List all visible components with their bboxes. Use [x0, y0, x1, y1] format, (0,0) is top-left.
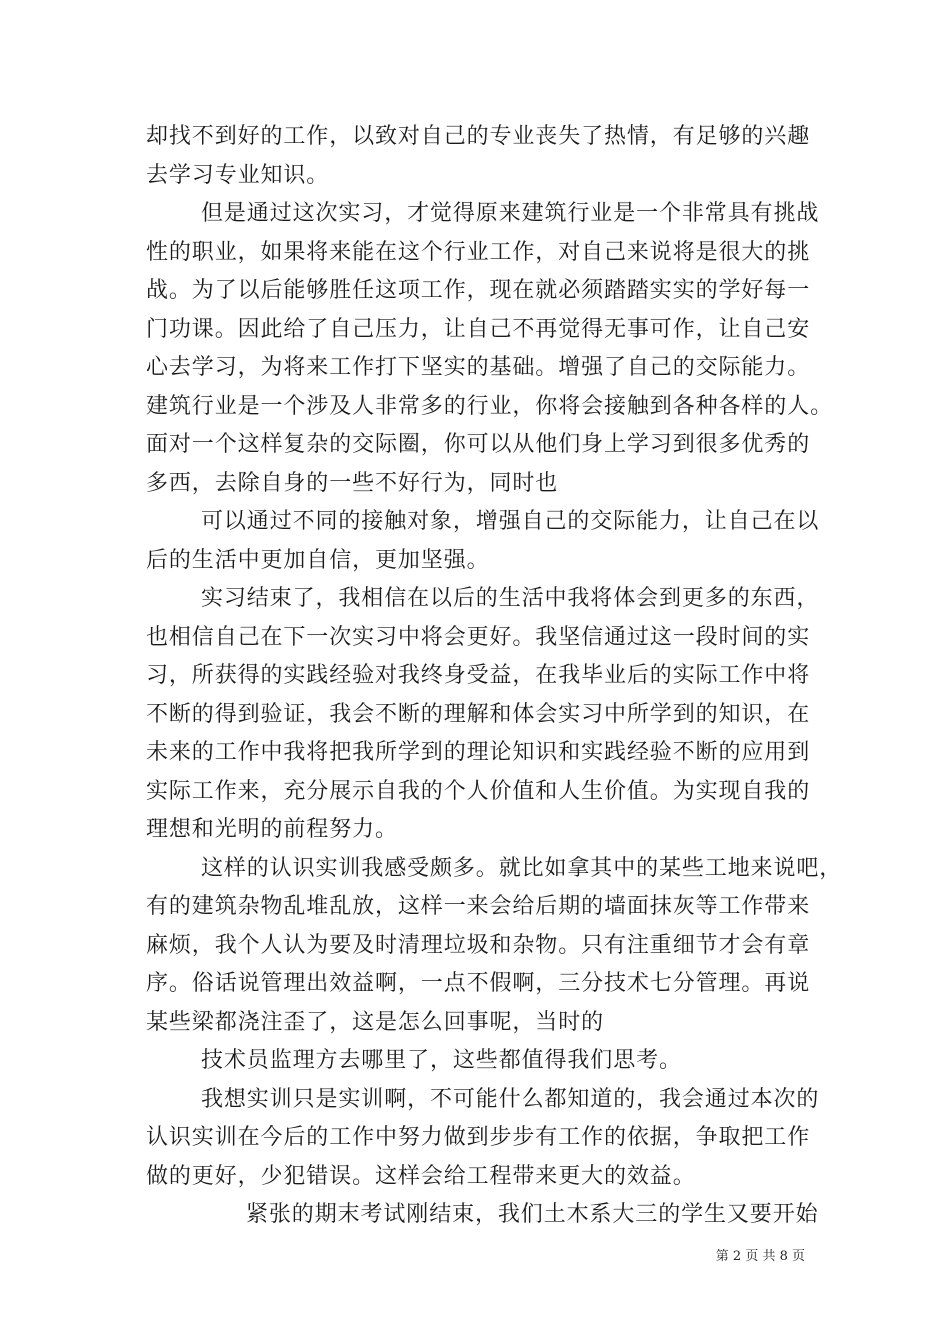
text-line: 紧张的期末考试刚结束，我们土木系大三的学生又要开始 [246, 1202, 819, 1227]
text-line: 做的更好，少犯错误。这样会给工程带来更大的效益。 [146, 1163, 696, 1189]
text-line: 序。俗话说管理出效益啊，一点不假啊，三分技术七分管理。再说 [146, 971, 811, 996]
text-line: 某些梁都浇注歪了，这是怎么回事呢，当时的 [146, 1009, 605, 1035]
text-line: 技术员监理方去哪里了，这些都值得我们思考。 [201, 1048, 682, 1073]
text-line: 这样的认识实训我感受颇多。就比如拿其中的某些工地来说吧， [201, 855, 843, 881]
text-line: 认识实训在今后的工作中努力做到步步有工作的依据，争取把工作 [146, 1125, 811, 1150]
document-body [146, 118, 843, 1235]
text-line: 但是通过这次实习，才觉得原来建筑行业是一个非常具有挑战 [201, 201, 820, 226]
text-line: 性的职业，如果将来能在这个行业工作，对自己来说将是很大的挑 [146, 239, 811, 265]
text-line: 麻烦，我个人认为要及时清理垃圾和杂物。只有注重细节才会有章 [146, 932, 811, 958]
text-line: 面对一个这样复杂的交际圈，你可以从他们身上学习到很多优秀的 [146, 432, 811, 457]
text-line: 不断的得到验证，我会不断的理解和体会实习中所学到的知识，在 [146, 701, 811, 727]
text-line: 理想和光明的前程努力。 [146, 817, 398, 842]
text-line: 多西，去除自身的一些不好行为，同时也 [146, 470, 559, 496]
text-line: 实际工作来，充分展示自我的个人价值和人生价值。为实现自我的 [146, 778, 811, 804]
text-line: 心去学习，为将来工作打下坚实的基础。增强了自己的交际能力。 [146, 355, 811, 380]
text-line: 也相信自己在下一次实习中将会更好。我坚信通过这一段时间的实 [146, 624, 811, 650]
page-number: 第 2 页 共 8 页 [715, 1249, 805, 1264]
text-line: 有的建筑杂物乱堆乱放，这样一来会给后期的墙面抹灰等工作带来 [146, 894, 811, 919]
text-line: 去学习专业知识。 [146, 162, 330, 188]
text-line: 却找不到好的工作，以致对自己的专业丧失了热情，有足够的兴趣 [146, 124, 811, 149]
text-line: 习，所获得的实践经验对我终身受益，在我毕业后的实际工作中将 [146, 663, 811, 688]
text-line: 门功课。因此给了自己压力，让自己不再觉得无事可作，让自己安 [146, 316, 811, 342]
text-line: 战。为了以后能够胜任这项工作，现在就必须踏踏实实的学好每一 [146, 278, 811, 303]
text-line: 可以通过不同的接触对象，增强自己的交际能力，让自己在以 [201, 509, 820, 534]
text-line: 后的生活中更加自信，更加坚强。 [146, 547, 490, 573]
text-line: 未来的工作中我将把我所学到的理论知识和实践经验不断的应用到 [146, 740, 811, 765]
text-line: 实习结束了，我相信在以后的生活中我将体会到更多的东西， [201, 586, 820, 611]
text-line: 建筑行业是一个涉及人非常多的行业，你将会接触到各种各样的人。 [146, 393, 834, 419]
text-line: 我想实训只是实训啊，不可能什么都知道的，我会通过本次的 [201, 1086, 820, 1112]
